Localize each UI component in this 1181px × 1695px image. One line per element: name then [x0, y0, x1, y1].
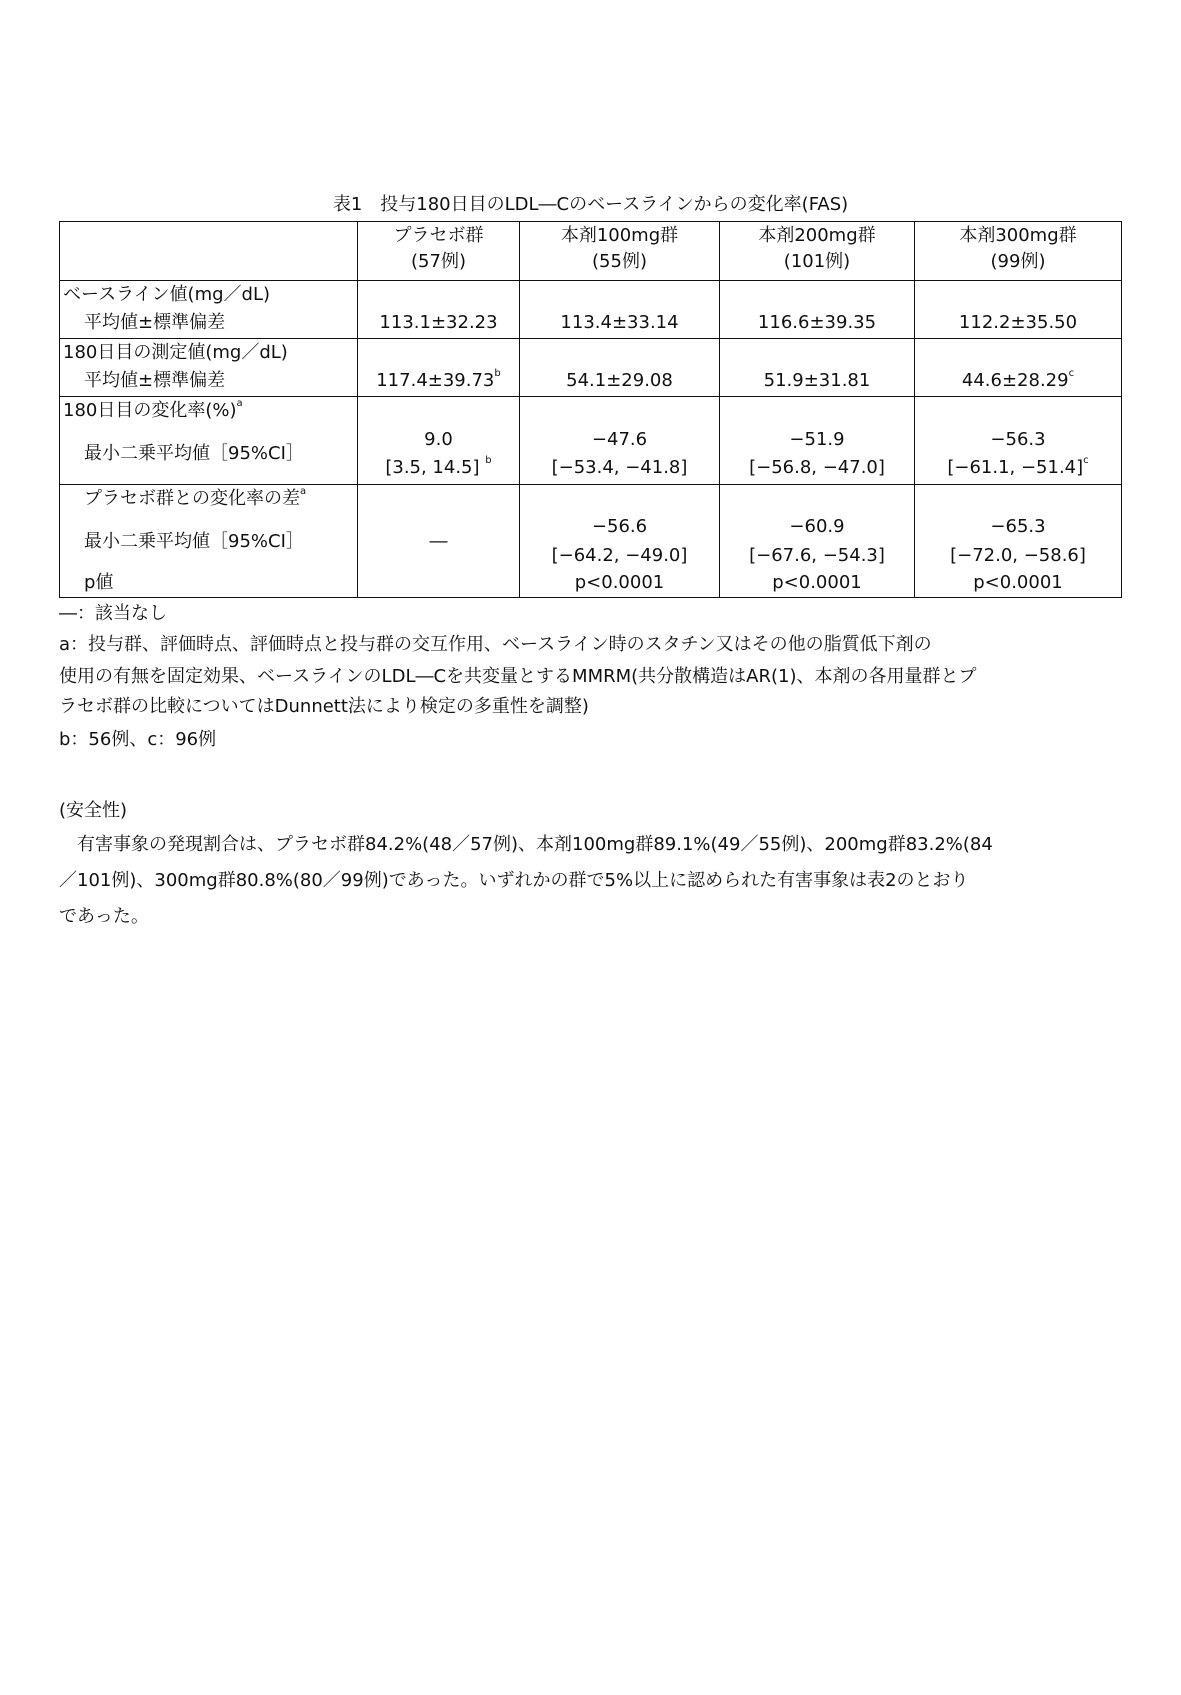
- value: 112.2±35.50: [958, 312, 1078, 333]
- column-n: (101例): [783, 251, 851, 272]
- value-cell: [519, 339, 719, 396]
- row-label-cell: [60, 281, 357, 338]
- ci: [−72.0, −58.6]: [950, 545, 1086, 566]
- value-cell: [719, 281, 914, 338]
- ci: [−56.8, −47.0]: [749, 457, 885, 478]
- footnote: a：投与群、評価時点、評価時点と投与群の交互作用、ベースライン時のスタチン又はその他の脂質低下剤の: [59, 634, 932, 655]
- row-sublabel: 平均値±標準偏差: [84, 370, 226, 391]
- table-row-day180: [60, 338, 1121, 396]
- p-value: p<0.0001: [574, 572, 665, 593]
- ci: [−61.1, −51.4]$^c$: [947, 455, 1089, 478]
- row-label: 180日目の変化率(%)$^a$: [63, 398, 243, 421]
- value: −51.9: [789, 429, 845, 450]
- p-value: p<0.0001: [772, 572, 862, 593]
- value: −65.3: [990, 516, 1046, 537]
- value: 113.4±33.14: [560, 312, 679, 333]
- row-label: ベースライン値(mg／dL): [63, 284, 271, 305]
- value: 54.1±29.08: [566, 370, 673, 391]
- row-label-cell: [60, 339, 357, 396]
- value-cell: [519, 397, 719, 484]
- value: −56.3: [990, 429, 1046, 450]
- row-sublabel: 最小二乗平均値［95%CI］: [84, 443, 304, 464]
- header-cell: [357, 222, 519, 280]
- value-cell: [357, 485, 519, 597]
- footnote: ―：該当なし: [59, 603, 167, 624]
- value: 44.6±28.29$^c$: [961, 368, 1075, 391]
- row-label-cell: [60, 485, 357, 597]
- value: −60.9: [789, 516, 845, 537]
- p-value: p<0.0001: [973, 572, 1063, 593]
- value-cell: [914, 485, 1121, 597]
- value-cell: [719, 397, 914, 484]
- value: 9.0: [424, 429, 453, 450]
- p-label: p値: [84, 572, 114, 593]
- column-name: 本剤200mg群: [758, 225, 876, 246]
- value-cell: [357, 339, 519, 396]
- footnote: 使用の有無を固定効果、ベースラインのLDL―Cを共変量とするMMRM(共分散構造はAR(1)、本剤の各用量群とプ: [59, 666, 977, 687]
- row-sublabel: 平均値±標準偏差: [84, 312, 226, 333]
- column-name: 本剤300mg群: [959, 225, 1077, 246]
- row-label: プラセボ群との変化率の差$^a$: [84, 486, 307, 509]
- value: 117.4±39.73$^b$: [376, 368, 501, 391]
- ci: [−53.4, −41.8]: [551, 457, 688, 478]
- ci: [3.5, 14.5] $^b$: [385, 455, 492, 478]
- table-row-change: [60, 396, 1121, 484]
- value-cell: [519, 281, 719, 338]
- header-cell: [519, 222, 719, 280]
- footnote-marker: b: [494, 368, 501, 379]
- header-cell: [719, 222, 914, 280]
- value: 113.1±32.23: [379, 312, 498, 333]
- value-cell: [519, 485, 719, 597]
- header-empty-cell: [60, 222, 357, 280]
- table-header-row: [60, 222, 1121, 280]
- not-applicable: ―: [429, 531, 448, 552]
- value-cell: [719, 339, 914, 396]
- paragraph-line: 有害事象の発現割合は、プラセボ群84.2%(48／57例)、本剤100mg群89.1%(49／55例)、200mg群83.2%(84: [59, 834, 993, 855]
- row-sublabel: 最小二乗平均値［95%CI］: [84, 531, 304, 552]
- footnote-marker: c: [1068, 368, 1075, 379]
- row-label-cell: [60, 397, 357, 484]
- column-name: プラセボ群: [393, 225, 484, 246]
- ci: [−64.2, −49.0]: [551, 545, 688, 566]
- column-n: (99例): [990, 251, 1046, 272]
- column-name: 本剤100mg群: [560, 225, 679, 246]
- table-row-diff: [60, 484, 1121, 597]
- section-heading: (安全性): [59, 800, 128, 821]
- footnote: b：56例、c：96例: [59, 729, 217, 750]
- value-cell: [357, 281, 519, 338]
- value-cell: [914, 339, 1121, 396]
- value-cell: [719, 485, 914, 597]
- table-title: 表1 投与180日目のLDL―Cのベースラインからの変化率(FAS): [332, 194, 849, 215]
- ci: [−67.6, −54.3]: [749, 545, 885, 566]
- value: 51.9±31.81: [763, 370, 871, 391]
- column-n: (55例): [592, 251, 647, 272]
- table-row-baseline: [60, 280, 1121, 338]
- header-cell: [914, 222, 1121, 280]
- value: −56.6: [591, 516, 648, 537]
- value: 116.6±39.35: [757, 312, 877, 333]
- value-cell: [357, 397, 519, 484]
- value: −47.6: [591, 429, 648, 450]
- row-label: 180日目の測定値(mg／dL): [63, 342, 288, 363]
- value-cell: [914, 281, 1121, 338]
- column-n: (57例): [411, 251, 466, 272]
- results-table: [59, 221, 1122, 598]
- paragraph-line: ／101例)、300mg群80.8%(80／99例)であった。いずれかの群で5%以上に認められた有害事象は表2のとおり: [59, 870, 969, 891]
- paragraph-line: であった。: [59, 906, 149, 927]
- value-cell: [914, 397, 1121, 484]
- footnote: ラセボ群の比較についてはDunnett法により検定の多重性を調整): [59, 696, 589, 717]
